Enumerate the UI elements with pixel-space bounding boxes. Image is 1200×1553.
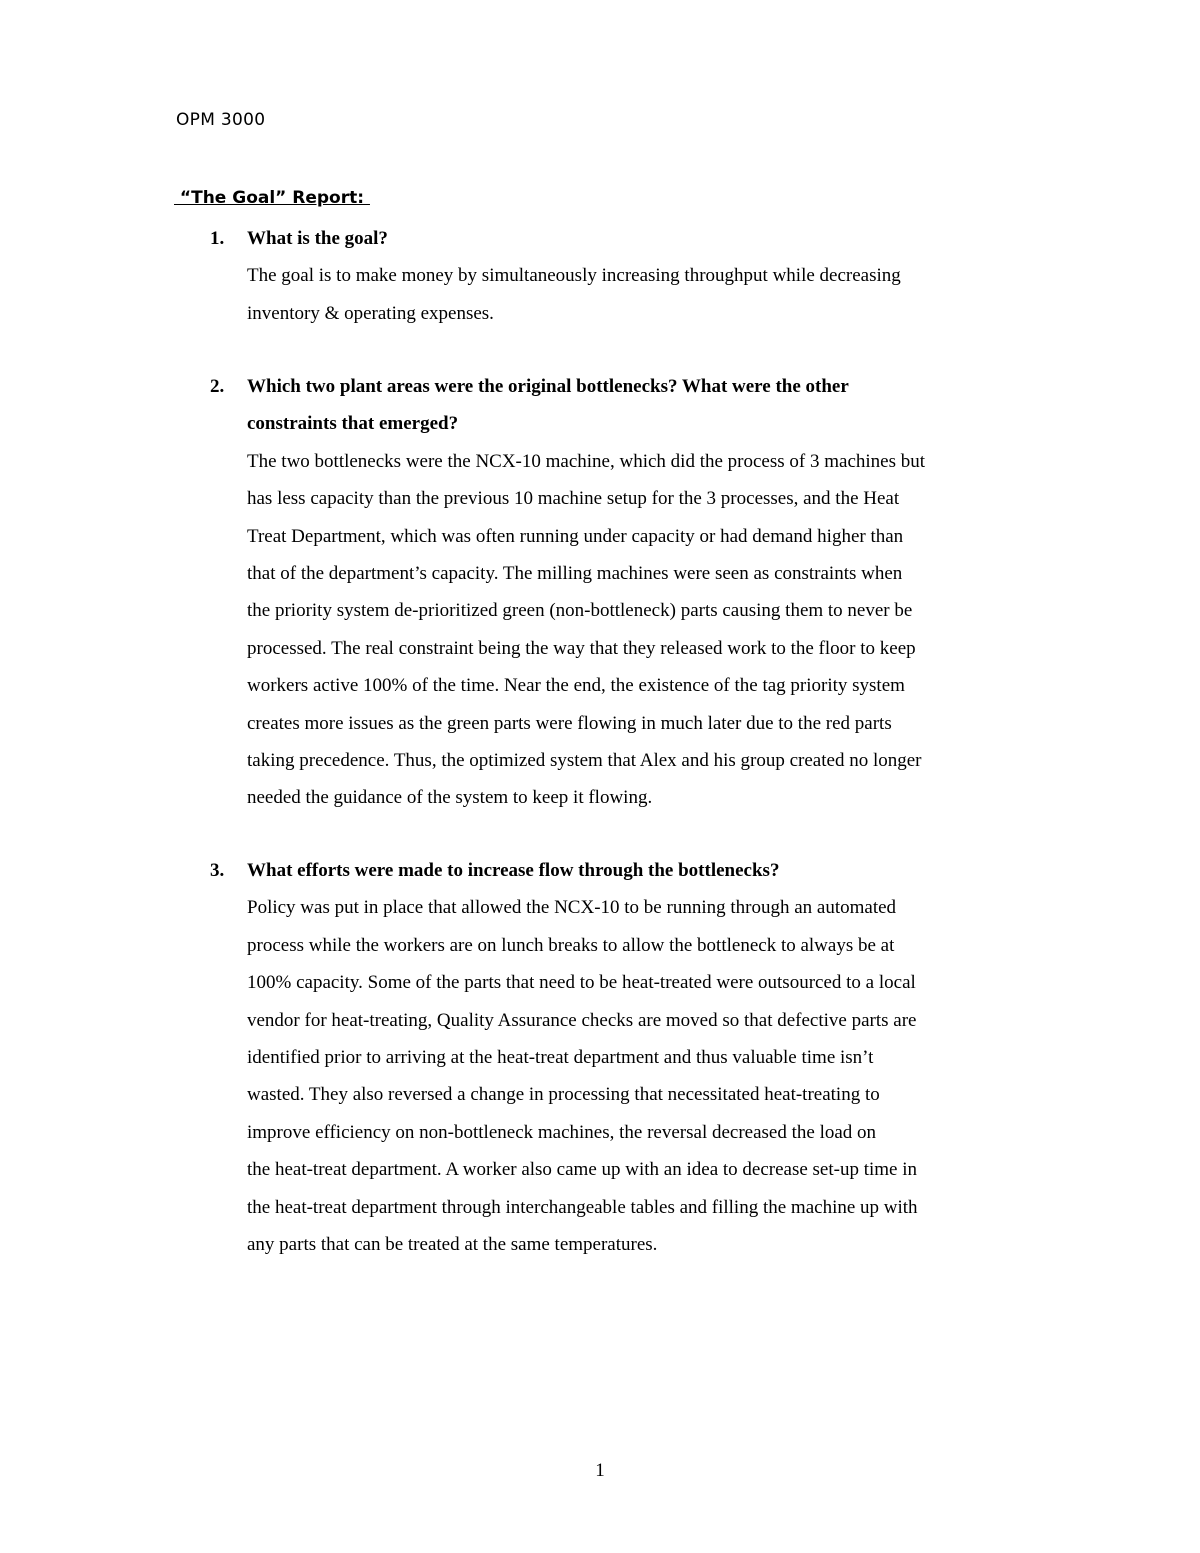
answer-line: processed. The real constraint being the way that they released work to the floor to keep (247, 637, 916, 659)
course-code: OPM 3000 (176, 110, 266, 130)
question-line: constraints that emerged? (247, 413, 459, 435)
answer-line: needed the guidance of the system to keep it flowing. (247, 787, 653, 809)
answer-line: the priority system de-prioritized green (non-bottleneck) parts causing them to never be (247, 600, 913, 622)
answer-line: 100% capacity. Some of the parts that need to be heat-treated were outsourced to a local (247, 972, 916, 994)
answer-line: inventory & operating expenses. (247, 302, 494, 324)
answer-line: Treat Department, which was often running under capacity or had demand higher than (247, 525, 904, 547)
answer-line: the heat-treat department through interchangeable tables and filling the machine up with (247, 1196, 918, 1218)
question-3 (210, 852, 1040, 1263)
answer-text (247, 257, 1040, 332)
answer-line: The two bottlenecks were the NCX-10 machine, which did the process of 3 machines but (247, 450, 926, 472)
report-title: “The Goal” Report: (174, 188, 370, 208)
question-text (247, 852, 1040, 889)
answer-line: creates more issues as the green parts were flowing in much later due to the red parts (247, 712, 892, 734)
answer-line: identified prior to arriving at the heat-treat department and thus valuable time isn’t (247, 1047, 874, 1069)
question-number: 3. (210, 860, 225, 881)
answer-text (247, 889, 1040, 1263)
answer-line: has less capacity than the previous 10 machine setup for the 3 processes, and the Heat (247, 488, 900, 510)
question-line: What efforts were made to increase flow through the bottlenecks? (247, 860, 780, 881)
answer-line: Policy was put in place that allowed the NCX-10 to be running through an automated (247, 897, 897, 919)
answer-line: The goal is to make money by simultaneously increasing throughput while decreasing (247, 265, 901, 287)
answer-line: taking precedence. Thus, the optimized system that Alex and his group created no longer (247, 750, 922, 772)
answer-line: process while the workers are on lunch breaks to allow the bottleneck to always be at (247, 934, 895, 956)
answer-line: that of the department’s capacity. The milling machines were seen as constraints when (247, 563, 903, 585)
answer-line: improve efficiency on non-bottleneck machines, the reversal decreased the load on (247, 1121, 877, 1143)
answer-line: wasted. They also reversed a change in processing that necessitated heat-treating to (247, 1084, 880, 1106)
question-number: 1. (210, 228, 225, 249)
question-text (247, 368, 1040, 443)
question-line: What is the goal? (247, 228, 388, 249)
answer-line: vendor for heat-treating, Quality Assurance checks are moved so that defective parts are (247, 1009, 917, 1031)
page-number: 1 (595, 1460, 605, 1481)
answer-text (247, 443, 1040, 817)
question-2 (210, 368, 1040, 817)
question-number: 2. (210, 376, 225, 397)
question-1 (210, 220, 1040, 332)
answer-line: workers active 100% of the time. Near the end, the existence of the tag priority system (247, 675, 905, 697)
answer-line: the heat-treat department. A worker also came up with an idea to decrease set-up time in (247, 1159, 918, 1181)
question-text (247, 220, 1040, 257)
answer-line: any parts that can be treated at the same temperatures. (247, 1234, 658, 1256)
question-line: Which two plant areas were the original bottlenecks? What were the other (247, 376, 849, 397)
